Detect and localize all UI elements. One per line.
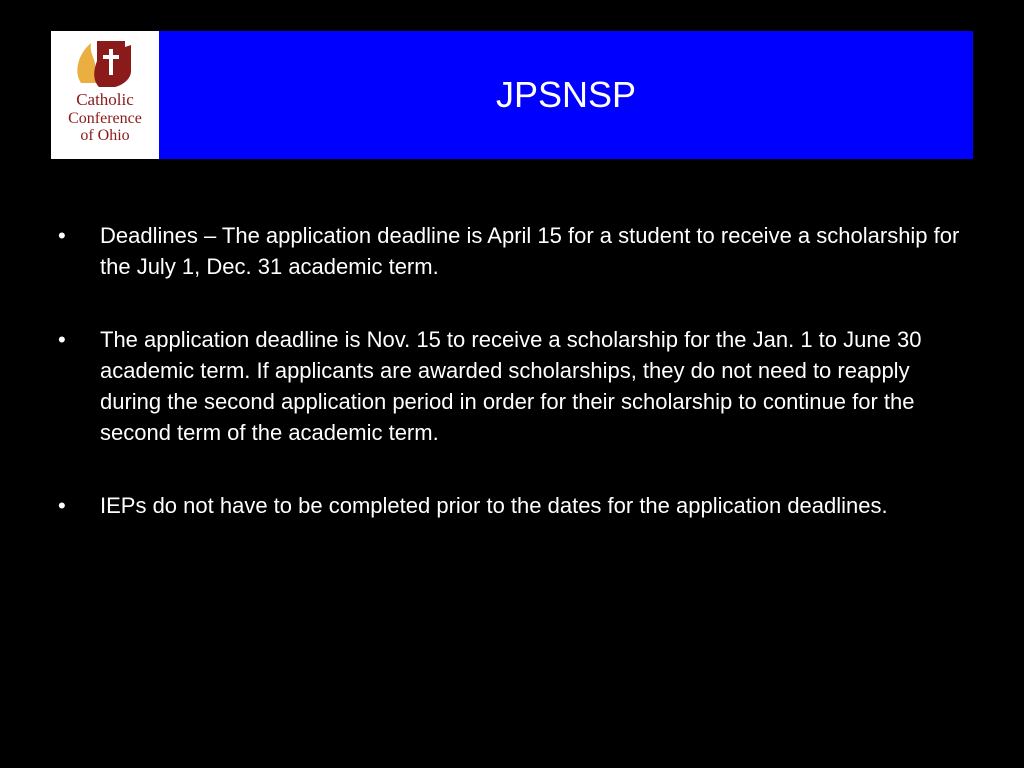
catholic-conference-ohio-logo-icon: [51, 31, 159, 159]
title-bar: [159, 31, 973, 159]
bullet-marker: •: [58, 223, 66, 248]
bullet-item: [58, 490, 968, 521]
logo: [51, 31, 159, 159]
bullet-text: IEPs do not have to be completed prior to the dates for the application deadlines.: [100, 493, 888, 518]
bullet-text: The application deadline is Nov. 15 to receive a scholarship for the Jan. 1 to June 30 academic term. If applicants are awarded scholarships, they do not need to reapply during the second application period in order for their scholarship to continue for the second term of the academic term.: [100, 327, 922, 445]
logo-line-2: Conference: [68, 110, 142, 127]
bullet-item: [58, 220, 968, 282]
bullet-item: [58, 324, 968, 448]
logo-line-3: of Ohio: [80, 127, 130, 144]
bullet-list: [58, 220, 968, 563]
bullet-marker: •: [58, 493, 66, 518]
logo-line-1: Catholic: [76, 90, 134, 109]
slide-title: JPSNSP: [495, 74, 637, 115]
bullet-marker: •: [58, 327, 66, 352]
bullet-text: Deadlines – The application deadline is April 15 for a student to receive a scholarship for the July 1, Dec. 31 academic term.: [100, 223, 960, 279]
